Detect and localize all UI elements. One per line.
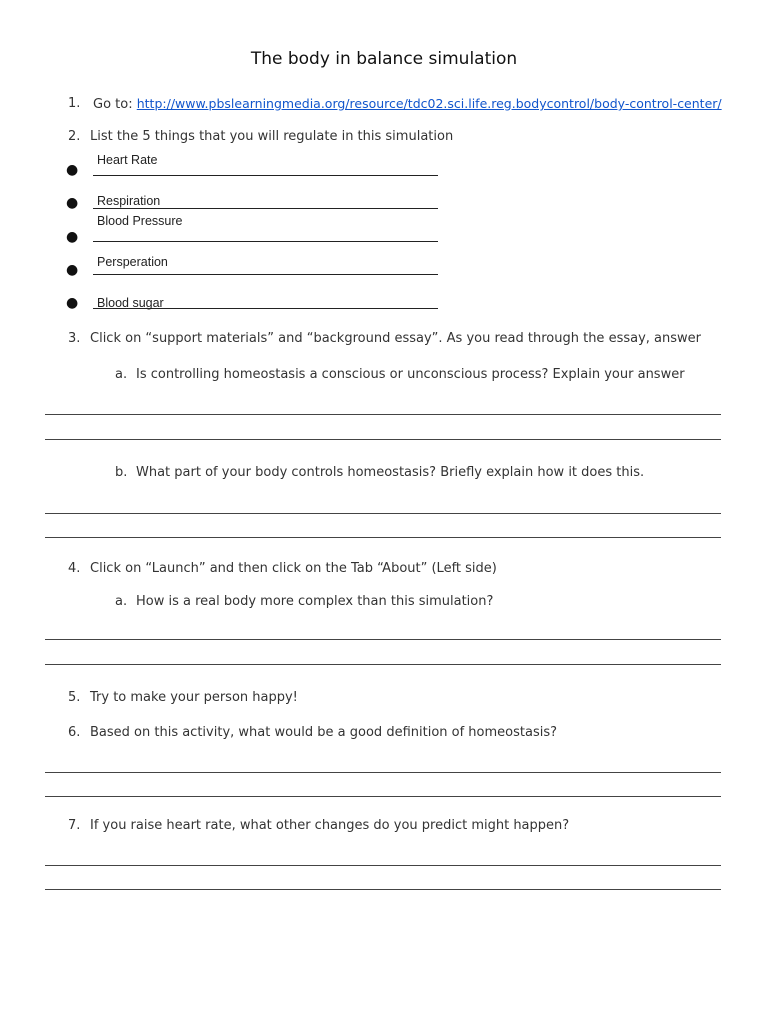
regulated-item-5: Blood sugar xyxy=(97,296,164,310)
answer-line xyxy=(45,513,721,514)
answer-line xyxy=(93,175,438,176)
q3b-label: b. xyxy=(115,465,128,480)
answer-line xyxy=(93,208,438,209)
q3-text: Click on “support materials” and “background essay”. As you read through the essay, answer xyxy=(90,331,701,346)
pbs-resource-link[interactable]: http://www.pbslearningmedia.org/resource/tdc02.sci.life.reg.bodycontrol/body-control-center/ xyxy=(136,96,722,111)
q7-number: 7. xyxy=(68,818,81,833)
q4a-label: a. xyxy=(115,594,128,609)
q5-text: Try to make your person happy! xyxy=(90,690,298,705)
answer-line xyxy=(93,241,438,242)
q3a-label: a. xyxy=(115,367,128,382)
q3-number: 3. xyxy=(68,331,81,346)
bullet-icon: ● xyxy=(66,262,79,278)
q1-text: Go to: xyxy=(93,97,137,112)
q1-number: 1. xyxy=(68,96,81,111)
q6-number: 6. xyxy=(68,725,81,740)
q3b-text: What part of your body controls homeostasis? Briefly explain how it does this. xyxy=(136,465,645,480)
q2-text: List the 5 things that you will regulate in this simulation xyxy=(90,129,454,144)
answer-line xyxy=(45,865,721,866)
bullet-icon: ● xyxy=(66,229,79,245)
regulated-item-2: Respiration xyxy=(97,194,161,208)
answer-line xyxy=(93,274,438,275)
bullet-icon: ● xyxy=(66,295,79,311)
q2-number: 2. xyxy=(68,129,81,144)
answer-line xyxy=(45,796,721,797)
regulated-item-1: Heart Rate xyxy=(97,153,158,167)
answer-line xyxy=(45,664,721,665)
q1-line xyxy=(93,96,722,112)
q4-number: 4. xyxy=(68,561,81,576)
answer-line xyxy=(45,889,721,890)
answer-line xyxy=(45,439,721,440)
regulated-item-4: Persperation xyxy=(97,255,168,269)
bullet-icon: ● xyxy=(66,195,79,211)
q4a-text: How is a real body more complex than this simulation? xyxy=(136,594,494,609)
q3a-text: Is controlling homeostasis a conscious or unconscious process? Explain your answer xyxy=(136,367,685,382)
answer-line xyxy=(45,414,721,415)
q5-number: 5. xyxy=(68,690,81,705)
answer-line xyxy=(45,772,721,773)
q4-text: Click on “Launch” and then click on the Tab “About” (Left side) xyxy=(90,561,497,576)
answer-line xyxy=(45,537,721,538)
q6-text: Based on this activity, what would be a good definition of homeostasis? xyxy=(90,725,558,740)
answer-line xyxy=(93,308,438,309)
q7-text: If you raise heart rate, what other changes do you predict might happen? xyxy=(90,818,570,833)
bullet-icon: ● xyxy=(66,162,79,178)
regulated-item-3: Blood Pressure xyxy=(97,214,183,228)
page-title: The body in balance simulation xyxy=(250,49,518,69)
answer-line xyxy=(45,639,721,640)
